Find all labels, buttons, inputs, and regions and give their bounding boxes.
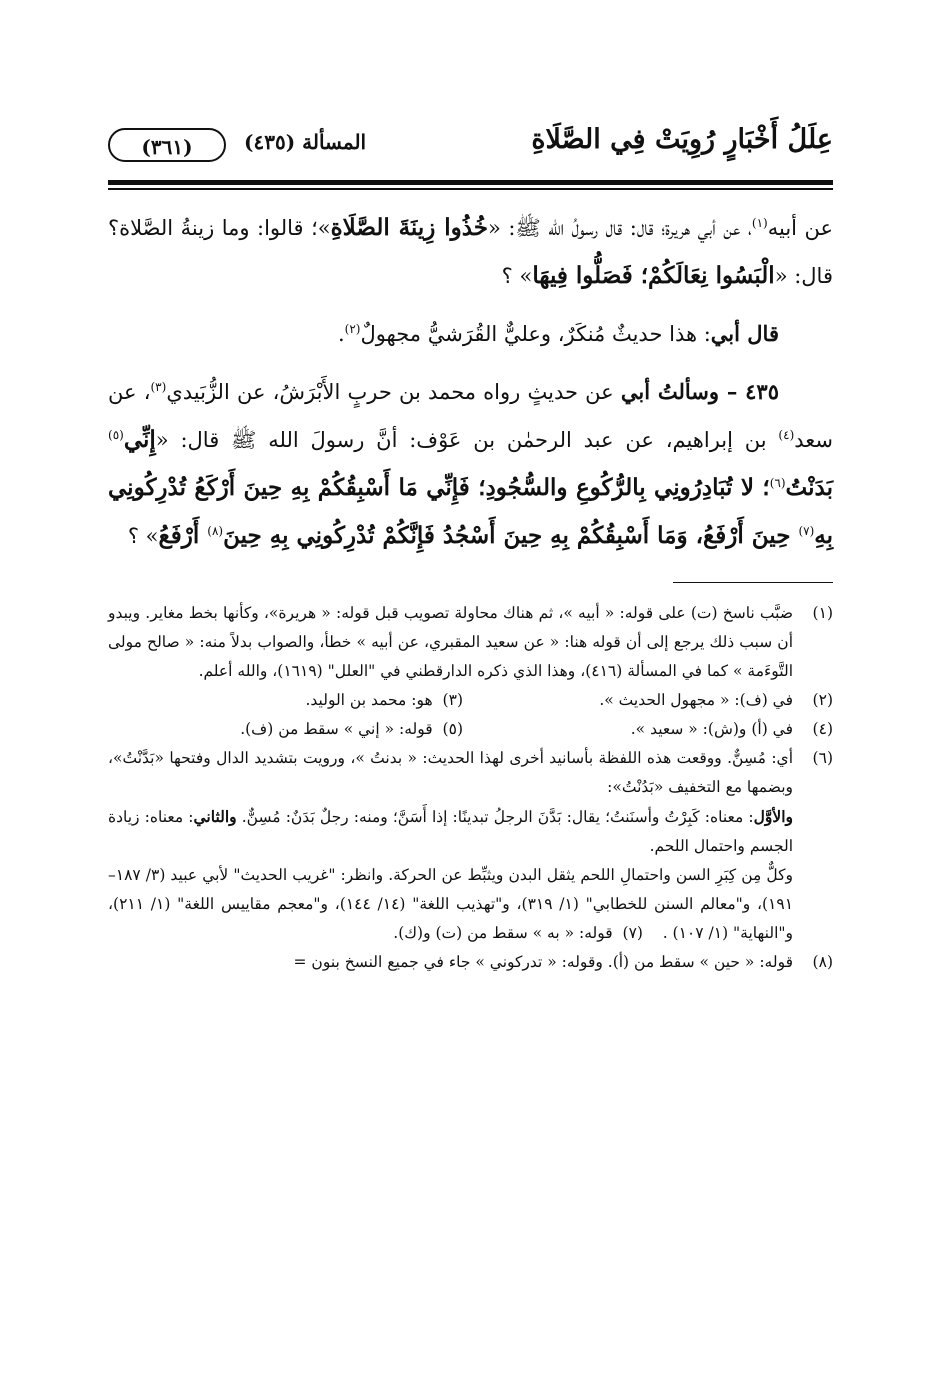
book-title: عِلَلُ أَخْبَارٍ رُوِيَتْ فِي الصَّلَاةِ [531, 124, 833, 155]
note-ref: (٢) [344, 321, 361, 336]
note-ref: (٧) [798, 523, 815, 538]
note-ref: (٥) [108, 427, 124, 442]
note-ref: (١) [751, 215, 768, 230]
note-ref: (٨) [207, 523, 224, 538]
paragraph-question-435: ٤٣٥ – وسألتُ أبي عن حديثٍ رواه محمد بن حربٍ الأَبْرَشُ، عن الزُّبَيدي$^{(٣)}$، عن سعد$^{(٤)}$ بن إبراهيم، عن عبد الرحمٰن بن عَوْف: أنَّ رسولَ الله ﷺ قال: «إِنِّي$^{(٥)}$ بَدَنْتُ$^{(٦)}$؛ لا تُبَادِرُونِي بِالرُّكُوعِ والسُّجُودِ؛ فَإِنِّي مَا أَسْبِقُكُمْ بِهِ حِينَ أَرْكَعُ تُدْرِكُونِي بِهِ$^{(٧)}$ حِينَ أَرْفَعُ، وَمَا أَسْبِقُكُمْ بِهِ حِينَ أَسْجُدُ فَإِنَّكُمْ تُدْرِكُونِي بِهِ حِينَ$^{(٨)}$ أَرْفَعُ» ؟ [108, 378, 833, 549]
note-ref: (٤) [778, 427, 795, 442]
footnote-6: (٦) أي: مُسِنٌّ. ووقعت هذه اللفظة بأسانيد أخرى لهذا الحديث: « بدنتُ »، ورويت بتشديد الدال وفتحها «بَدَّنْتُ»، وبضمها مع التخفيف «بَدُنْتُ»: والأوَّل: معناه: كَبِرْتُ وأسنَنتُ؛ يقال: بَدَّنَ الرجلُ تبدينًا: إذا أَسَنَّ؛ ومنه: رجلٌ بَدَنٌ: مُسِنٌّ. والثاني: معناه: زيادة الجسم واحتمال اللحم. وكلٌّ مِن كِبَرِ السن واحتمالِ اللحم يثقل البدن ويثبِّط عن الحركة. وانظر: "غريب الحديث" لأبي عبيد (٣/ ١٨٧– ١٩١)، و"معالم السنن للخطابي" (١/ ٣١٩)، و"تهذيب اللغة" (١٤/ ١٤٤)، و"معجم مقاييس اللغة" (١/ ٢١١)، و"النهاية" (١/ ١٠٧) . (٧) قوله: « به » سقط من (ت) و(ك). [108, 749, 833, 942]
running-header [108, 118, 833, 180]
footnote-8: (٨) قوله: « حين » سقط من (أ). وقوله: « تدركوني » جاء في جميع النسخ بنون = [293, 953, 833, 971]
note-ref: (٦) [769, 475, 786, 490]
paragraph-verdict: قال أبي: هذا حديثٌ مُنكَرٌ، وعليٌّ القُرَشيُّ مجهولٌ$^{(٢)}$. [337, 320, 779, 346]
footnotes [108, 599, 833, 977]
note-ref: (٣) [150, 379, 167, 394]
footnote-4-5: (٤) في (أ) و(ش): « سعيد ». (٥) قوله: « إني » سقط من (ف). [240, 720, 833, 738]
prophetic-quote: الْبَسُوا نِعَالَكُمْ؛ فَصَلُّوا فِيهَا [532, 261, 775, 289]
verdict-lead: قال أبي [710, 320, 779, 346]
prophetic-quote: خُذُوا زِينَةَ الصَّلَاةِ [330, 213, 488, 241]
paragraph-hadith: عن أبيه$^{(١)}$، عن أبي هريرة؛ قال: قال رسولُ الله ﷺ: «خُذُوا زِينَةَ الصَّلَاةِ»؛ قالوا: وما زينةُ الصَّلاة؟ قال: «الْبَسُوا نِعَالَكُمْ؛ فَصَلُّوا فِيهَا» ؟ [108, 213, 834, 289]
footnote-2-3: (٢) في (ف): « مجهول الحديث ». (٣) هو: محمد بن الوليد. [305, 691, 833, 709]
issue-label: المسألة (٤٣٥) [244, 130, 367, 154]
header-rule-thin [108, 188, 833, 190]
page-number: (٣٦١) [108, 128, 226, 162]
footnote-divider [673, 582, 833, 584]
page [108, 118, 833, 977]
question-number: ٤٣٥ – وسألتُ أبي [620, 378, 779, 404]
footnote-1: (١) ضبَّب ناسخ (ت) على قوله: « أبيه »، ثم هناك محاولة تصويب قبل قوله: « هريرة»، وكأنها بخط مغاير. ويبدو أن سبب ذلك يرجع إلى أن قوله هنا: « عن سعيد المقبري، عن أبيه » خطأ، والصواب بدلاً منه: « صالح مولى التَّوءَمة » كما في المسألة (٤١٦)، وهذا الذي ذكره الدارقطني في "العلل" (١٦١٩)، والله أعلم. [108, 604, 833, 680]
main-text [108, 204, 833, 560]
